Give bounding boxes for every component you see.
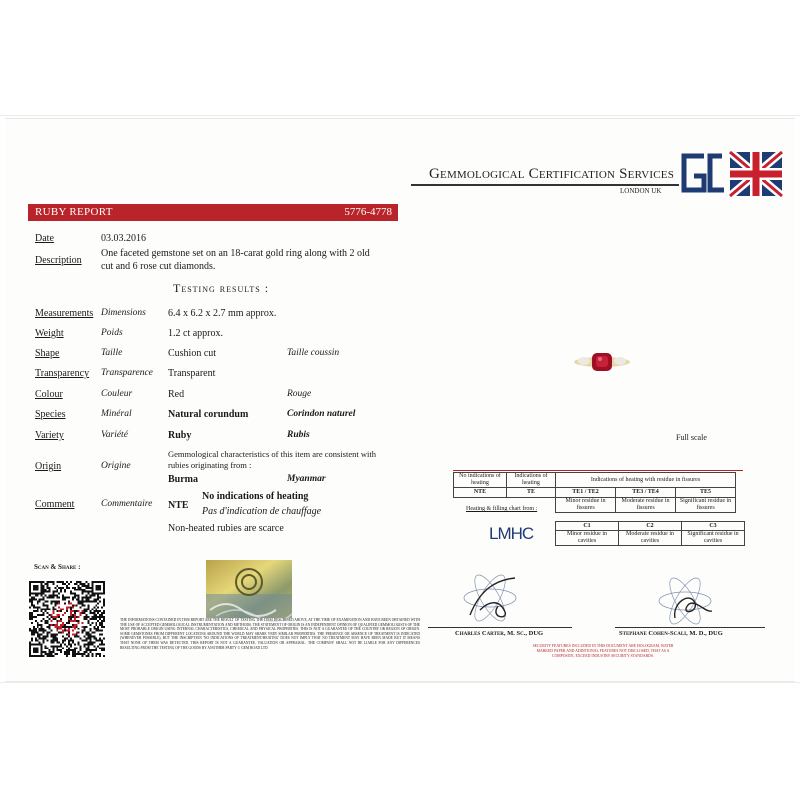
scan-edge-bottom bbox=[0, 682, 800, 683]
company-underline bbox=[411, 184, 679, 186]
variety-value-fr: Rubis bbox=[287, 430, 310, 440]
comment-value-fr: Pas d'indication de chauffage bbox=[202, 506, 322, 517]
origin-fr: Origine bbox=[101, 461, 131, 471]
species-value-fr: Corindon naturel bbox=[287, 409, 356, 419]
heating-code-te34: TE3 / TE4 bbox=[616, 488, 676, 498]
description-line-1: One faceted gemstone set on an 18-carat gold ring along with 2 old bbox=[101, 248, 370, 259]
measurements-value: 6.4 x 6.2 x 2.7 mm approx. bbox=[168, 308, 277, 319]
heating-header-nte: No indications of heating bbox=[454, 473, 507, 488]
colour-value: Red bbox=[168, 389, 185, 400]
qr-code[interactable] bbox=[27, 578, 107, 660]
lmhc-logo bbox=[487, 520, 534, 544]
weight-value: 1.2 ct approx. bbox=[168, 328, 223, 339]
signature-carter bbox=[460, 570, 530, 625]
heating-table-rule-top bbox=[453, 470, 743, 471]
company-name: Gemmological Certification Services bbox=[429, 166, 675, 182]
description-label: Description bbox=[35, 255, 82, 266]
report-title-bar bbox=[28, 204, 398, 221]
heating-desc-te12: Minor residue in fissures bbox=[556, 498, 616, 513]
variety-label: Variety bbox=[35, 430, 64, 441]
date-value: 03.03.2016 bbox=[101, 233, 146, 244]
heating-code-nte: NTE bbox=[454, 488, 507, 498]
description-line-2: cut and 6 rose cut diamonds. bbox=[101, 261, 216, 272]
comment-fr: Commentaire bbox=[101, 499, 153, 509]
heating-code-te5: TE5 bbox=[676, 488, 736, 498]
scan-edge-top bbox=[0, 115, 800, 116]
weight-label: Weight bbox=[35, 328, 64, 339]
weight-fr: Poids bbox=[101, 328, 123, 338]
svg-text:LMHC: LMHC bbox=[489, 524, 534, 543]
variety-value: Ruby bbox=[168, 430, 192, 441]
cavity-code-c1: C1 bbox=[556, 522, 619, 531]
report-number: 5776-4778 bbox=[344, 206, 392, 218]
signature-cohen-scali bbox=[650, 573, 720, 628]
transparency-fr: Transparence bbox=[101, 368, 153, 378]
colour-value-fr: Rouge bbox=[287, 389, 312, 399]
origin-text-1: Gemmological characteristics of this item are consistent with bbox=[168, 449, 376, 459]
heating-header-residue: Indications of heating with residue in fissures bbox=[556, 473, 736, 488]
cavity-desc-c3: Significant residue in cavities bbox=[682, 531, 745, 546]
full-scale-label: Full scale bbox=[676, 433, 707, 442]
origin-label: Origin bbox=[35, 461, 62, 472]
cavity-code-c2: C2 bbox=[619, 522, 682, 531]
ring-photo bbox=[572, 345, 632, 375]
disclaimer-fine-print: THE INFORMATIONS CONTAINED IN THIS REPORT ARE THE RESULT OF TESTING THE ITEM DESCRIBED ABOVE, AT THE TIME OF EXAMINATION AND HAVE BEEN OBTAINED WITH THE USE OF ACCEPTED GEMMOLOGICAL INSTRUMENTATION AND METHODS. THE STATEMENT OF ORIGIN IS AN INDEPENDENT OPINION OF QUALIFIED GEMMOLOGISTS OF THE MOST PROBABLE ORIGIN USING INTERNAL CHARACTERISTICS, CHEMICAL AND PHYSICAL PROPERTIES. THIS IS NOT A GUARANTEE OF THE COUNTRY OR REGION OF ORIGIN. SOME GEMSTONES FROM DIFFERENT LOCATIONS AROUND THE WORLD MAY SHARE VERY SIMILAR PROPERTIES. THE PRESENCE OR ABSENCE OF TREATMENT IS INDICATED (WHENEVER POSSIBLE), BUT THE INSCRIPTION 'NO INDICATIONS OF TREATMENT/HEATING' DOES NOT IMPLY THAT NO TREATMENT MAY HAVE BEEN MADE BUT IT MEANS THAT NONE OF THEM WAS DETECTED. THIS REPORT IS NOT A GUARANTEE, VALUATION OR APPRAISAL. THE COMPANY SHALL NOT BE LIABLE FOR ANY DIFFERENCES RESULTING FROM THE TESTING OF THE GOODS BY ANOTHER PARTY © GEM ROAD LTD bbox=[120, 618, 420, 650]
date-label: Date bbox=[35, 233, 54, 244]
signature-line-2 bbox=[615, 627, 765, 628]
transparency-value: Transparent bbox=[168, 368, 216, 379]
comment-code: NTE bbox=[168, 500, 189, 511]
cavity-code-c3: C3 bbox=[682, 522, 745, 531]
cavity-desc-c1: Minor residue in cavities bbox=[556, 531, 619, 546]
measurements-label: Measurements bbox=[35, 308, 94, 319]
origin-value: Burma bbox=[168, 474, 198, 485]
gcs-logo bbox=[676, 150, 784, 198]
heating-code-te12: TE1 / TE2 bbox=[556, 488, 616, 498]
variety-fr: Variété bbox=[101, 430, 128, 440]
union-flag-icon bbox=[730, 152, 782, 196]
cavity-desc-c2: Moderate residue in cavities bbox=[619, 531, 682, 546]
shape-fr: Taille bbox=[101, 348, 123, 358]
signer-2-name: Stephane Cohen-Scali, M. D., DUG bbox=[619, 630, 723, 637]
report-title: RUBY REPORT bbox=[35, 206, 113, 218]
transparency-label: Transparency bbox=[35, 368, 90, 379]
shape-value-fr: Taille coussin bbox=[287, 348, 340, 358]
cavity-table bbox=[555, 521, 745, 546]
species-fr: Minéral bbox=[101, 409, 132, 419]
measurements-fr: Dimensions bbox=[101, 308, 146, 318]
colour-label: Colour bbox=[35, 389, 63, 400]
species-label: Species bbox=[35, 409, 66, 420]
comment-extra: Non-heated rubies are scarce bbox=[168, 523, 284, 534]
origin-value-fr: Myanmar bbox=[287, 474, 326, 484]
shape-label: Shape bbox=[35, 348, 60, 359]
origin-text-2: rubies originating from : bbox=[168, 460, 252, 470]
hologram-seal bbox=[206, 560, 292, 618]
heating-desc-te5: Significant residue in fissures bbox=[676, 498, 736, 513]
comment-label: Comment bbox=[35, 499, 75, 510]
heating-header-te: Indications of heating bbox=[507, 473, 556, 488]
heating-chart-label: Heating & filling chart from : bbox=[466, 506, 538, 512]
heating-code-te: TE bbox=[507, 488, 556, 498]
security-note: SECURITY FEATURES INCLUDED IN THIS DOCUMENT ARE HOLOGRAM, WATER MARKED PAPER AND ADDITIONAL FEATURES NOT DISCLOSED, THAT AS A COMPOSITE, EXCEED INDUSTRY SECURITY STANDARDS. bbox=[532, 644, 674, 658]
signer-1-name: Charles Carter, M. Sc., DUG bbox=[455, 630, 544, 637]
colour-fr: Couleur bbox=[101, 389, 133, 399]
heating-desc-te34: Moderate residue in fissures bbox=[616, 498, 676, 513]
scan-share-label: Scan & Share : bbox=[34, 563, 81, 571]
shape-value: Cushion cut bbox=[168, 348, 217, 359]
comment-value: No indications of heating bbox=[202, 491, 309, 502]
testing-heading: Testing results : bbox=[173, 281, 270, 295]
company-location: LONDON UK bbox=[620, 187, 662, 195]
signature-line-1 bbox=[428, 627, 572, 628]
species-value: Natural corundum bbox=[168, 409, 249, 420]
